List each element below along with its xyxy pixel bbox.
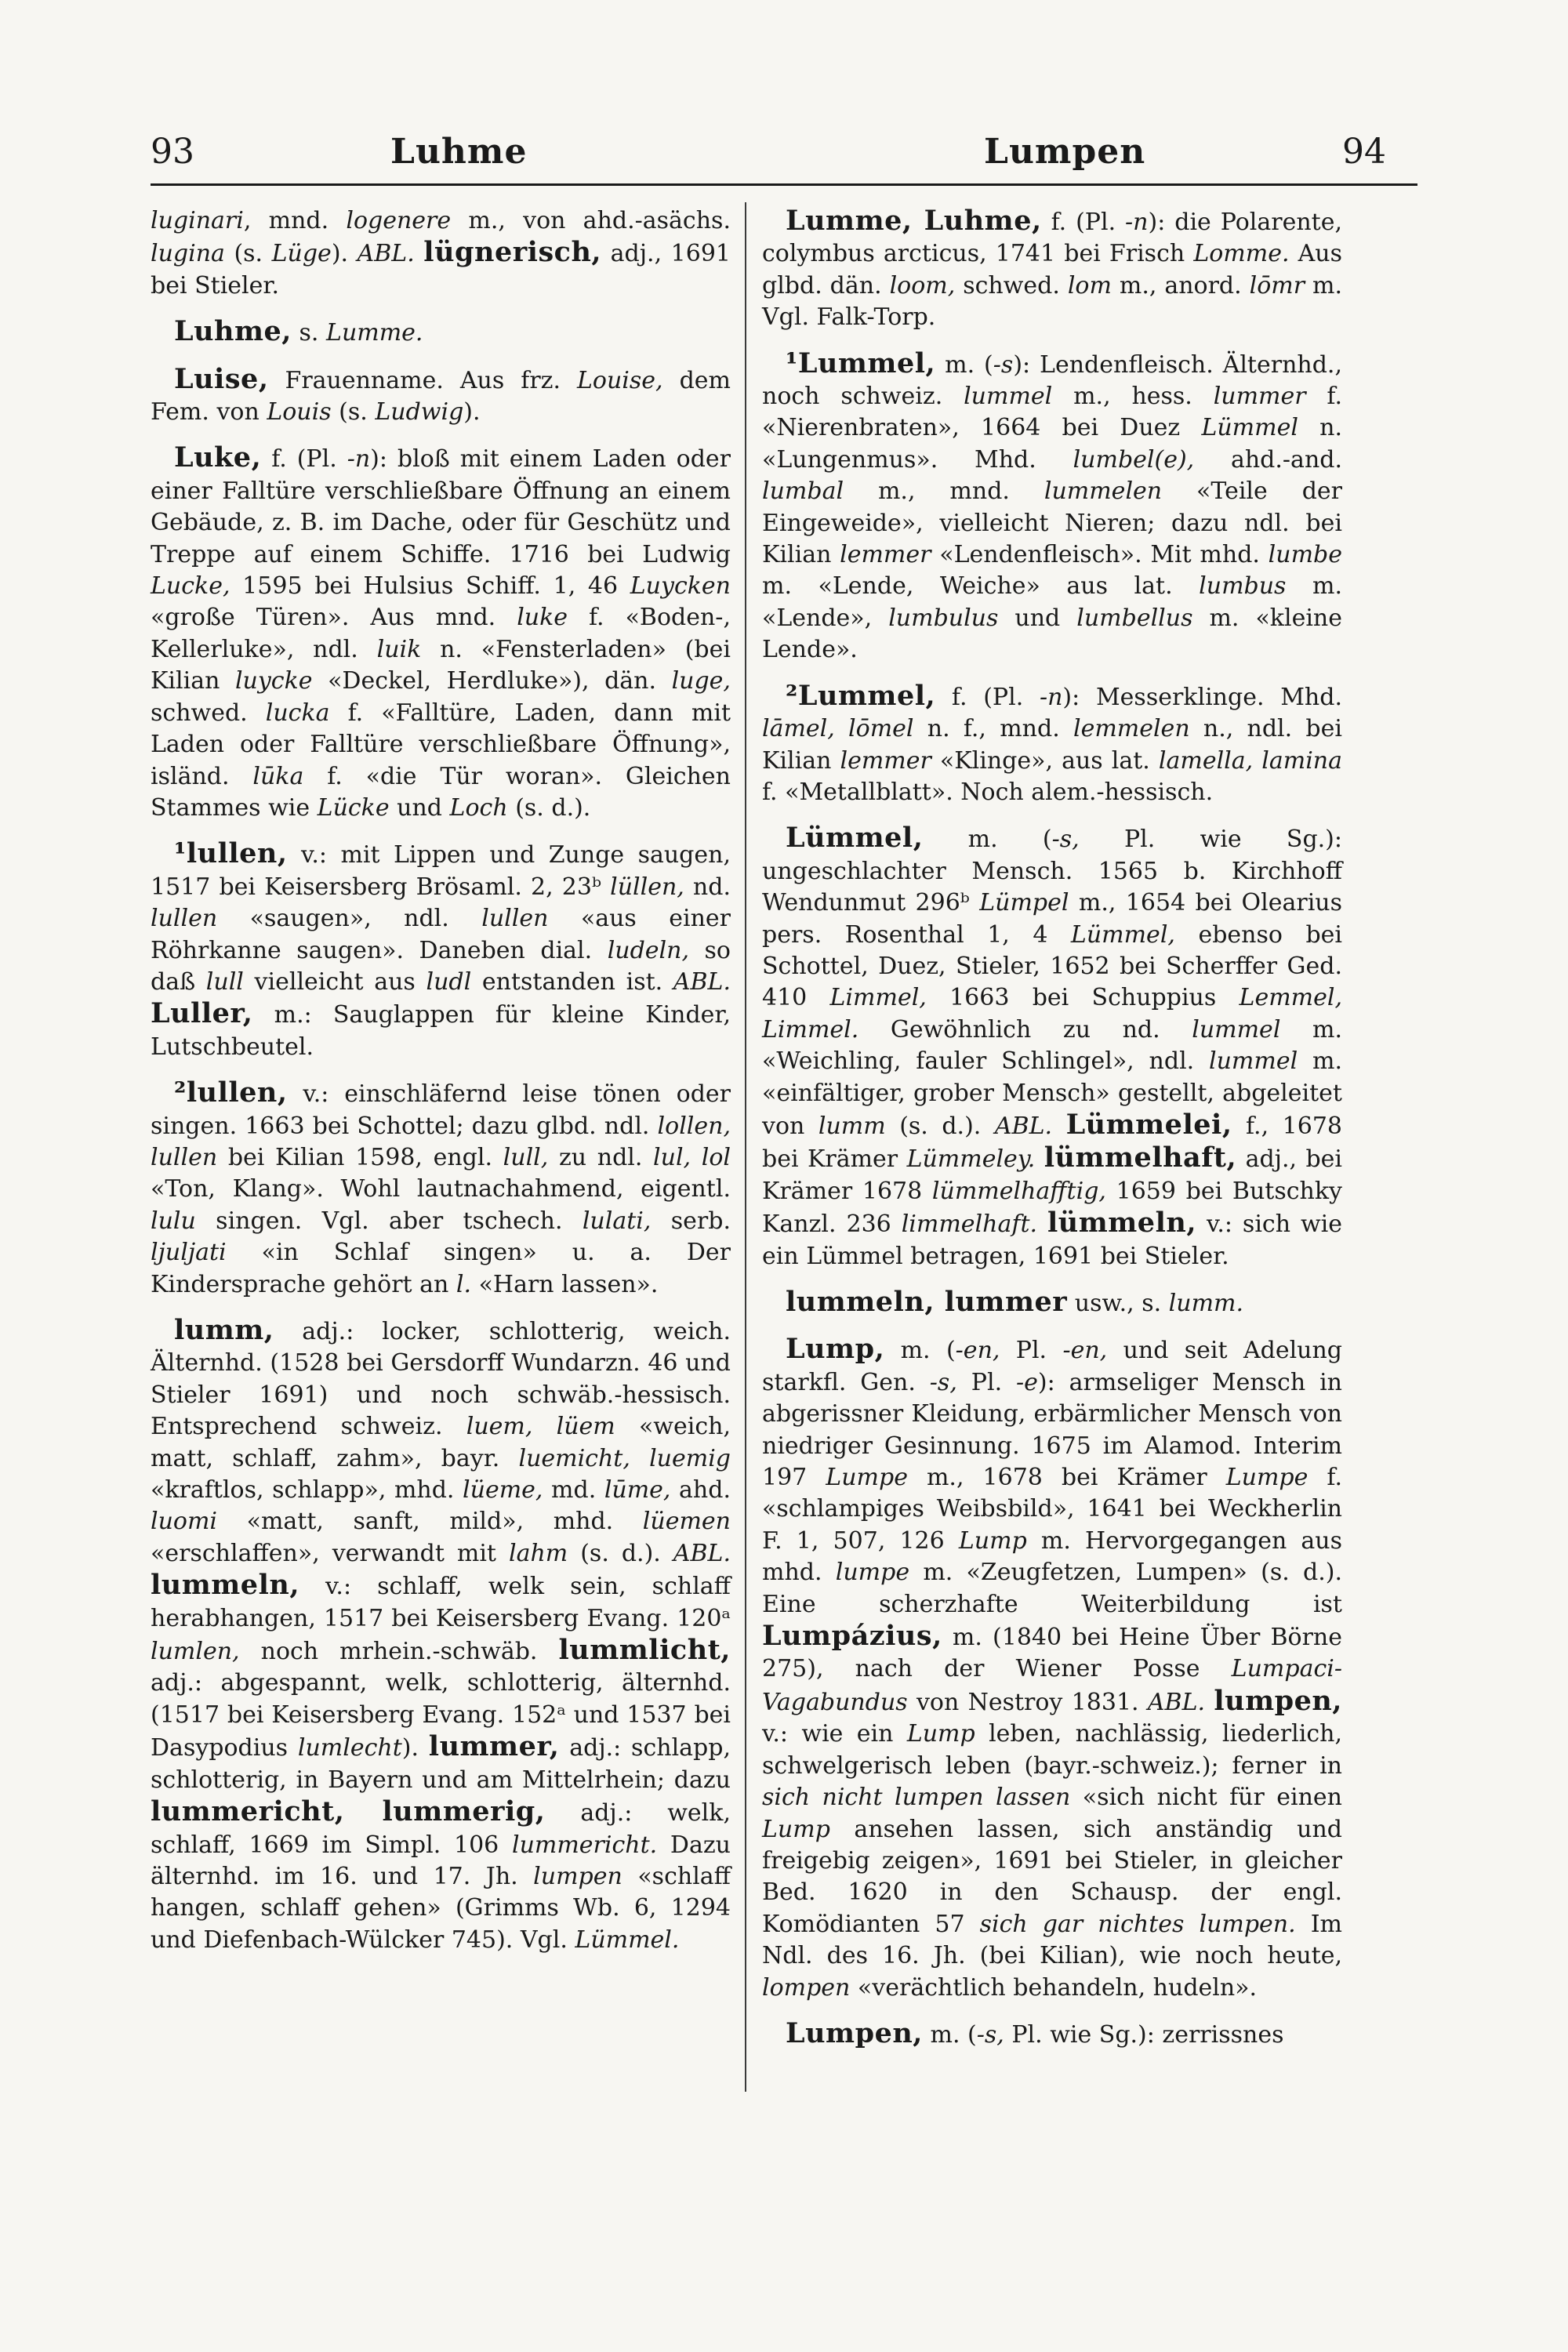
italic-text: ABL. (994, 1112, 1053, 1140)
dictionary-entry (762, 1333, 1350, 2004)
italic-text: Lümpel (979, 889, 1069, 917)
entry-text: vielleicht aus (243, 967, 426, 996)
entry-text: Aus glbd. dän. (762, 240, 1350, 299)
italic-text: Lümmeley. (906, 1145, 1036, 1174)
italic-text: luke (517, 604, 568, 632)
entry-text: serb. (651, 1207, 739, 1235)
entry-text: und (389, 793, 450, 822)
headword: lümmelhaft, (1044, 1142, 1237, 1174)
italic-text: lummel (1192, 1015, 1281, 1044)
italic-text: -e (1016, 1368, 1038, 1396)
italic-text: Lumme. (326, 319, 423, 347)
italic-text: lulu (151, 1207, 196, 1235)
italic-text: lūka (252, 762, 304, 790)
right-page-number: 94 (1342, 132, 1386, 172)
entry-text: «Ton, Klang». Wohl lautnachahmend, eigentl. (151, 1143, 739, 1203)
italic-text: lollen, lullen (151, 1112, 739, 1171)
entry-text: usw., s. (1067, 1290, 1169, 1317)
entry-text: m. «Lende, Weiche» aus lat. (762, 541, 1350, 601)
entry-text: n. «Fensterladen» (bei Kilian (151, 635, 739, 695)
entry-text: ahd.-and. (1194, 445, 1350, 474)
entry-text: «kraftlos, schlapp», mhd. (151, 1444, 739, 1504)
headword: ¹Lummel, (786, 347, 936, 379)
dictionary-entry (151, 1076, 739, 1301)
italic-text: lulati, (582, 1207, 652, 1235)
italic-text: ABL. (673, 1539, 731, 1567)
entry-text: «Lendenfleisch». Mit mhd. (931, 541, 1269, 569)
entry-text: ebenso bei Schottel, Duez, Stieler, 1652 bei Scherffer Ged. 410 (762, 920, 1350, 1012)
italic-text: sich gar nichtes lumpen. (979, 1910, 1296, 1938)
italic-text: lumbulus (888, 604, 999, 632)
italic-text: lüllen, (610, 873, 684, 901)
entry-text: adj.: locker, schlotterig, weich. Älternhd. (1528 bei Gersdorff Wundarzn. 46 und Stieler 1691) und noch schwäb.-hessisch. Entsprechend schweiz. (151, 1318, 739, 1441)
entry-text: m. Hervorgegangen aus mhd. (762, 1526, 1350, 1587)
headword: lummeln, lummer (786, 1286, 1068, 1318)
italic-text: Lump (762, 1815, 830, 1843)
entry-text: singen. Vgl. aber tschech. (195, 1207, 583, 1235)
entry-text: (s. (331, 398, 376, 426)
italic-text: Lomme. (1193, 240, 1290, 268)
italic-text: -s, (1051, 826, 1080, 854)
entry-text: f. «Nierenbraten», 1664 bei Duez (762, 383, 1350, 442)
italic-text: Lümmel, (1070, 920, 1175, 949)
entry-text: ): Lendenfleisch. Älternhd., noch schweiz. (762, 350, 1350, 411)
italic-text: Lumpe (826, 1464, 908, 1492)
headword: Lumme, Luhme, (786, 205, 1042, 237)
italic-text: ljuljati (151, 1239, 227, 1267)
italic-text: Lüge (271, 240, 332, 268)
entry-text: v.: schlaff, welk sein, schlaff herabhangen, 1517 bei Keisersberg Evang. 120ᵃ (151, 1573, 739, 1632)
entry-text: m.: Sauglappen für kleine Kinder, Lutschbeutel. (151, 1001, 739, 1061)
entry-text: , mnd. (243, 207, 347, 234)
entry-text: f. «die Tür woran». Gleichen Stammes wie (151, 762, 739, 822)
headword: lumm, (174, 1314, 274, 1346)
entry-text: und seit Adelung starkfl. Gen. (762, 1337, 1350, 1396)
entry-text: «sich nicht für einen (1070, 1784, 1350, 1812)
headword: lummericht, lummerig, (151, 1795, 546, 1828)
italic-text: lom (1067, 271, 1112, 299)
entry-text: m. «Zeugfetzen, Lumpen» (s. d.). Eine scherzhafte Weiterbildung ist (762, 1559, 1350, 1618)
italic-text: lāmel, lōmel (762, 715, 914, 743)
italic-text: ABL. (673, 967, 731, 996)
italic-text: lummel (1209, 1047, 1298, 1076)
italic-text: lüemen (642, 1508, 731, 1536)
italic-text: lompen (762, 1973, 851, 2002)
italic-text: luik (376, 635, 422, 663)
italic-text: lumm. (1168, 1290, 1244, 1317)
headword: lumpen, (1214, 1684, 1342, 1717)
italic-text: Lumpaci-Vagabundus (762, 1655, 1342, 1716)
entry-text: «erschlaffen», verwandt mit (151, 1508, 739, 1567)
entry-text: «Harn lassen». (471, 1270, 659, 1298)
italic-text: lemmelen (1073, 715, 1190, 743)
italic-text: Loch (449, 793, 508, 822)
italic-text: Lümmel (1201, 414, 1298, 442)
italic-text: loom, (889, 271, 956, 299)
italic-text: lummelen (1044, 477, 1163, 506)
entry-text: 1595 bei Hulsius Schiff. 1, 46 (230, 572, 630, 601)
entry-text: «in Schlaf singen» u. a. Der Kindersprache gehört an (151, 1239, 739, 1298)
entry-text: n., ndl. bei Kilian (762, 715, 1350, 775)
italic-text: lummericht. (511, 1831, 658, 1859)
entry-text: m. «einfältiger, grober Mensch» gestellt, abgeleitet von (762, 1047, 1350, 1140)
page-header (0, 132, 1568, 179)
entry-text: von Nestroy 1831. (907, 1688, 1148, 1716)
italic-text: ABL. (357, 240, 415, 268)
italic-text: lūme, (604, 1476, 671, 1504)
entry-text: m., 1654 bei Olearius pers. Rosenthal 1, 4 (762, 889, 1350, 949)
entry-text (1052, 1112, 1066, 1140)
entry-text: f. «Falltüre, Laden, dann mit Laden oder Falltüre verschließbare Öffnung», isländ. (151, 699, 739, 790)
italic-text: -s, (976, 2020, 1004, 2049)
entry-text: Frauenname. Aus frz. (268, 366, 577, 394)
italic-text: lull, (503, 1143, 549, 1171)
entry-text: m. «Lende», (762, 572, 1350, 632)
dictionary-entry (762, 2018, 1342, 2051)
italic-text: luycke (234, 667, 313, 695)
dictionary-entry (762, 347, 1350, 666)
italic-text: limmelhaft. (901, 1210, 1038, 1239)
entry-text: Pl. wie Sg.): ungeschlachter Mensch. 1565 b. Kirchhoff Wendunmut 296ᵇ (762, 826, 1350, 917)
headword: Lümmel, (786, 822, 924, 855)
italic-text: lahm (508, 1539, 568, 1567)
entry-text: md. (543, 1476, 604, 1504)
italic-text: -n (347, 445, 371, 474)
entry-text: dem Fem. von (151, 366, 739, 426)
entry-text: «matt, sanft, mild», mhd. (217, 1508, 643, 1536)
entry-text: m. (1840 bei Heine Über Börne 275), nach der Wiener Posse (762, 1624, 1350, 1683)
entry-text: m., 1678 bei Krämer (907, 1464, 1226, 1492)
dictionary-entry (151, 837, 739, 1063)
entry-text: entstanden ist. (471, 967, 673, 996)
italic-text: -s, (929, 1368, 957, 1396)
entry-text: Gewöhnlich zu nd. (858, 1015, 1192, 1044)
entry-text (1037, 1210, 1047, 1238)
italic-text: lummel (964, 383, 1053, 411)
headword: lummeln, (151, 1569, 300, 1602)
italic-text: Lücke (317, 793, 390, 822)
entry-text: Dazu älternhd. im 16. und 17. Jh. (151, 1831, 739, 1890)
entry-text: v.: sich wie ein Lümmel betragen, 1691 bei Stieler. (762, 1210, 1350, 1270)
italic-text: l. (456, 1270, 472, 1298)
entry-text: «Klinge», aus lat. (931, 746, 1159, 775)
italic-text: lüeme, (463, 1476, 543, 1504)
italic-text: -n (1125, 209, 1149, 236)
italic-text: lamella, lamina (1158, 746, 1342, 775)
left-page-number: 93 (151, 132, 194, 172)
italic-text: luemicht, luemig (518, 1444, 731, 1472)
italic-text: Ludwig (375, 398, 464, 426)
entry-text: «Deckel, Herdluke»), dän. (312, 667, 672, 695)
entry-text: m. «kleine Lende». (762, 604, 1350, 664)
entry-text: adj.: welk, schlaff, 1669 im Simpl. 106 (151, 1799, 739, 1859)
italic-text: lōmr (1249, 271, 1305, 299)
headword: Luke, (174, 441, 262, 474)
italic-text: Lump (906, 1720, 975, 1748)
entry-text (415, 240, 424, 267)
dictionary-entry (762, 679, 1350, 809)
italic-text: lucka (265, 699, 330, 727)
entry-text: m., mnd. (844, 477, 1044, 506)
entry-text: (s. d.). (885, 1112, 995, 1140)
headword: Luise, (174, 362, 269, 395)
entry-text (731, 1540, 739, 1567)
dictionary-entry (151, 316, 731, 349)
italic-text: Louise, (577, 366, 663, 394)
entry-text: f. «Metallblatt». Noch alem.-hessisch. (762, 746, 1350, 806)
dictionary-entry (151, 205, 739, 302)
entry-text: ansehen lassen, sich anständig und freigebig zeigen», 1691 bei Stieler, in gleicher Bed. 1620 in den Schausp. der engl. Komödianten 57 (762, 1815, 1350, 1938)
italic-text: Lümmel. (575, 1926, 680, 1954)
entry-text: ): Messerklinge. Mhd. (1062, 683, 1350, 711)
entry-text: (s. (224, 240, 272, 268)
entry-text: «aus einer Röhrkanne saugen». Daneben dial. (151, 905, 739, 964)
italic-text: ludl (426, 967, 472, 996)
entry-text: v.: einschläfernd leise tönen oder singen. 1663 bei Schottel; dazu glbd. ndl. (151, 1080, 739, 1140)
dictionary-entry (151, 1314, 739, 1956)
entry-text: bei Kilian 1598, engl. (217, 1143, 503, 1171)
entry-text: f. (Pl. (261, 445, 347, 474)
dictionary-entry (762, 822, 1350, 1272)
headword: lummer, (428, 1730, 560, 1763)
italic-text: lumbus (1199, 572, 1287, 601)
italic-text: Limmel, (829, 984, 927, 1012)
entry-text: schwed. (955, 271, 1068, 299)
entry-text: «saugen», ndl. (217, 905, 482, 933)
italic-text: lumlecht (297, 1734, 402, 1762)
right-column (762, 205, 1350, 2065)
entry-text: m. «Weichling, fauler Schlingel», ndl. (762, 1015, 1350, 1076)
entry-text: adj.: abgespannt, welk, schlotterig, älternhd. (1517 bei Keisersberg Evang. 152ᵃ und 1537 bei Dasypodius (151, 1638, 739, 1762)
italic-text: Luycken (630, 572, 731, 601)
italic-text: luem, lüem (466, 1413, 615, 1441)
italic-text: lullen (151, 905, 218, 933)
entry-text: (s. d.). (568, 1539, 673, 1567)
entry-text: ): bloß mit einem Laden oder einer Falltüre verschließbare Öffnung an einem Gebäude, z. B. im Dache, oder für Geschütz und Treppe auf einem Schiffe. 1716 bei Ludwig (151, 445, 739, 568)
italic-text: lumbel(e), (1073, 445, 1195, 474)
italic-text: -s (993, 350, 1014, 379)
entry-text: n. «Lungenmus». Mhd. (762, 414, 1350, 474)
entry-text: Im Ndl. des 16. Jh. (bei Kilian), wie noch heute, (762, 1910, 1350, 1970)
italic-text: ludeln, (607, 936, 690, 964)
entry-text: «weich, matt, schlaff, zahm», bayr. (151, 1413, 739, 1472)
headword: Lumpen, (786, 2016, 923, 2049)
entry-text: ): die Polarente, colymbus arcticus, 1741 bei Frisch (762, 209, 1350, 268)
italic-text: -n (1039, 683, 1063, 711)
entry-text: m. ( (935, 350, 993, 379)
header-rule (151, 183, 1417, 186)
italic-text: lugina (151, 240, 225, 268)
italic-text: luomi (151, 1508, 218, 1536)
headword: lügnerisch, (423, 236, 602, 269)
headword: Lumpázius, (762, 1620, 942, 1653)
headword: lummlicht, (558, 1634, 731, 1667)
italic-text: Lump (958, 1526, 1027, 1555)
entry-text: ). (331, 240, 358, 268)
left-guideword: Luhme (390, 132, 528, 172)
right-guideword: Lumpen (984, 132, 1146, 172)
entry-text (731, 968, 739, 996)
dictionary-entry (151, 441, 739, 824)
dictionary-entry (151, 362, 739, 429)
italic-text: luge, (671, 667, 731, 695)
entry-text: f., 1678 bei Krämer (762, 1112, 1350, 1174)
entry-text: m. ( (923, 826, 1052, 854)
italic-text: lul, lol (653, 1143, 731, 1171)
italic-text: lummer (1213, 383, 1306, 411)
headword: ²lullen, (174, 1076, 288, 1109)
entry-text: adj., bei Krämer 1678 (762, 1145, 1350, 1205)
italic-text: lumm (818, 1112, 886, 1140)
entry-text: 1659 bei Butschky Kanzl. 236 (762, 1177, 1350, 1239)
headword: ²Lummel, (786, 679, 936, 712)
entry-text: m. Vgl. Falk-Torp. (762, 271, 1350, 332)
entry-text: v.: mit Lippen und Zunge saugen, 1517 bei Keisersberg Brösaml. 2, 23ᵇ (151, 841, 739, 901)
headword: Lump, (786, 1333, 885, 1366)
entry-text: und (998, 604, 1077, 632)
entry-text: «Teile der Eingeweide», vielleicht Nieren; dazu ndl. bei Kilian (762, 477, 1350, 569)
italic-text: luginari (151, 207, 244, 234)
italic-text: lumlen, (151, 1638, 240, 1666)
entry-text: ). (463, 398, 481, 426)
italic-text: lemmer (840, 746, 931, 775)
dictionary-entry (762, 1287, 1342, 1319)
italic-text: ABL. (1147, 1688, 1206, 1716)
italic-text: logenere (346, 207, 452, 234)
headword: Luller, (151, 997, 253, 1030)
entry-text: «verächtlich behandeln, hudeln». (850, 1973, 1258, 2002)
italic-text: lumbal (762, 477, 844, 506)
entry-text: adj., 1691 bei Stieler. (151, 240, 739, 299)
entry-text: leben, nachlässig, liederlich, schwelgerisch leben (bayr.-schweiz.); ferner in (762, 1720, 1350, 1780)
entry-text: ): armseliger Mensch in abgerissner Kleidung, erbärmlicher Mensch von niedriger Gesinnung. 1675 im Alamod. Interim 197 (762, 1368, 1350, 1492)
entry-text: Pl. (956, 1368, 1017, 1396)
italic-text: lumbellus (1076, 604, 1193, 632)
entry-text (1035, 1145, 1044, 1173)
headword: Lümmelei, (1065, 1108, 1232, 1141)
entry-text: Pl. (1000, 1337, 1063, 1365)
italic-text: lumbe (1268, 541, 1342, 569)
entry-text: nd. (684, 873, 739, 901)
entry-text (1205, 1689, 1214, 1716)
left-column (151, 205, 739, 1970)
entry-text: ahd. (670, 1476, 739, 1504)
column-divider (745, 202, 746, 2092)
entry-text: adj.: schlapp, schlotterig, in Bayern und am Mittelrhein; dazu (151, 1734, 739, 1794)
italic-text: lumpen (533, 1862, 622, 1890)
entry-text: m., anord. (1111, 271, 1250, 299)
entry-text: f. «Boden-, Kellerluke», ndl. (151, 604, 739, 663)
entry-text: ). (401, 1734, 429, 1762)
italic-text: Louis (267, 398, 332, 426)
italic-text: lumpe (835, 1559, 910, 1587)
headword: Luhme, (174, 315, 292, 348)
italic-text: Lucke, (151, 572, 230, 601)
italic-text: lull (205, 967, 244, 996)
entry-text: (s. d.). (507, 793, 591, 822)
entry-text: n. f., mnd. (913, 715, 1073, 743)
entry-text: m., von ahd.-asächs. (451, 207, 739, 234)
entry-text: m. ( (884, 1337, 956, 1365)
italic-text: lemmer (840, 541, 931, 569)
headword: lümmeln, (1047, 1207, 1197, 1240)
entry-text: m., hess. (1052, 383, 1214, 411)
italic-text: Lumpe (1225, 1464, 1308, 1492)
italic-text: lullen (481, 905, 549, 933)
entry-text: Pl. wie Sg.): zerrissnes (1004, 2020, 1284, 2049)
entry-text: m. ( (922, 2020, 977, 2049)
italic-text: -en, (955, 1337, 1000, 1365)
italic-text: Lemmel, Limmel. (762, 984, 1350, 1044)
entry-text: noch mrhein.-schwäb. (239, 1638, 559, 1666)
italic-text: lümmelhafftig, (931, 1177, 1106, 1205)
entry-text: s. (292, 319, 327, 347)
dictionary-entry (762, 205, 1350, 334)
entry-text: f. (Pl. (1041, 209, 1126, 236)
entry-text: «schlaff hangen, schlaff gehen» (Grimms Wb. 6, 1294 und Diefenbach-Wülcker 745). Vgl. (151, 1862, 739, 1954)
entry-text: so daß (151, 936, 739, 996)
entry-text: f. (Pl. (935, 683, 1040, 711)
entry-text: f. «schlampiges Weibsbild», 1641 bei Weckherlin F. 1, 507, 126 (762, 1464, 1350, 1555)
italic-text: -en, (1062, 1337, 1108, 1365)
italic-text: sich nicht lumpen lassen (762, 1784, 1071, 1812)
entry-text: 1663 bei Schuppius (926, 984, 1240, 1012)
entry-text: zu ndl. (548, 1143, 654, 1171)
entry-text: schwed. (151, 667, 739, 727)
headword: ¹lullen, (174, 837, 288, 870)
entry-text: v.: wie ein (762, 1688, 1350, 1748)
entry-text: «große Türen». Aus mnd. (151, 572, 739, 632)
